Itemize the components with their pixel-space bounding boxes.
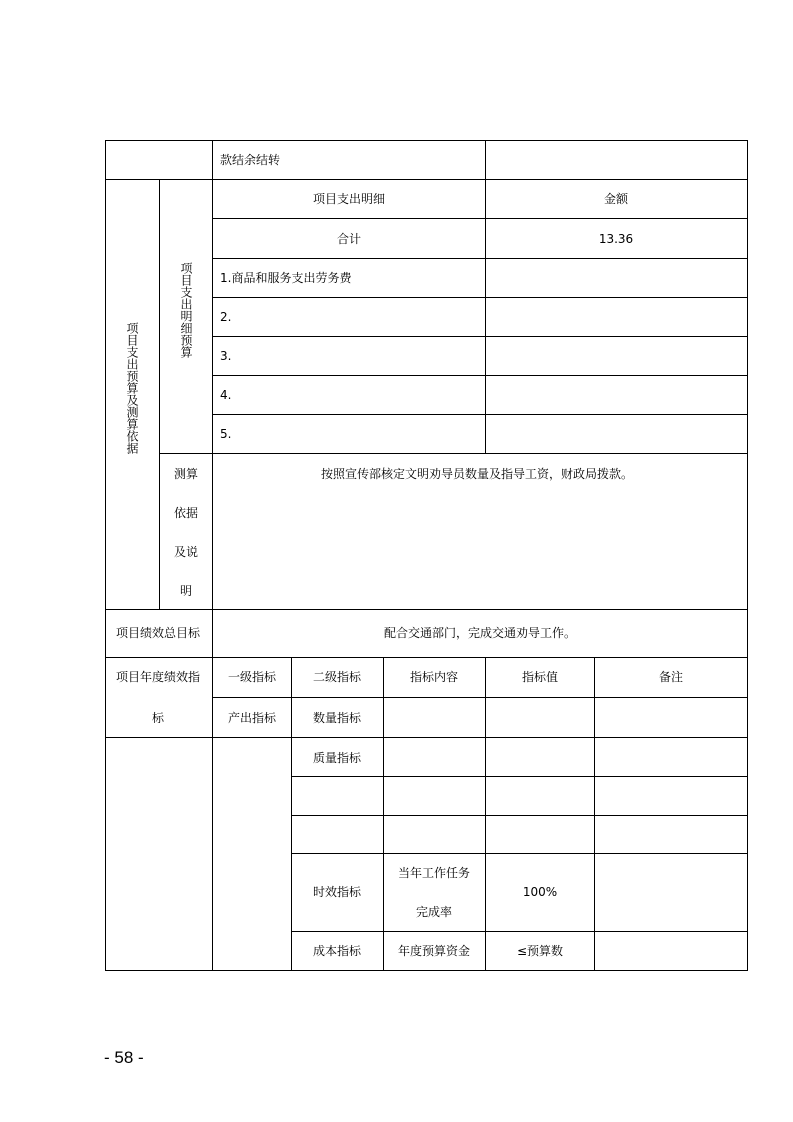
goal-text: 配合交通部门，完成交通劝导工作。 [383, 626, 577, 640]
goal-label: 项目绩效总目标 [115, 626, 201, 640]
cost-indicator: 成本指标 [312, 944, 362, 958]
amount-header: 金额 [603, 192, 629, 206]
col-line [212, 140, 213, 971]
col-line [485, 657, 486, 971]
carryover-text: 款结余结转 [220, 153, 281, 167]
calc-basis-label-4: 明 [179, 584, 193, 598]
list-item: 4. [220, 388, 232, 402]
col-line [291, 657, 292, 971]
row-line [159, 453, 748, 454]
row-line [291, 931, 748, 932]
output-indicator: 产出指标 [227, 711, 277, 725]
col-line [594, 657, 595, 971]
border-top [105, 140, 748, 141]
col-line [485, 140, 486, 453]
border-right [747, 140, 748, 971]
section-basis-label: 项目支出预算及测算依据 [125, 322, 139, 454]
row-line [105, 179, 748, 180]
row-line [212, 375, 748, 376]
row-line [212, 258, 748, 259]
page-number: - 58 - [104, 1048, 144, 1067]
timeliness-value: 100% [522, 885, 558, 899]
row-line [105, 657, 748, 658]
header-remark: 备注 [658, 670, 684, 684]
header-level2: 二级指标 [312, 670, 362, 684]
header-level1: 一级指标 [227, 670, 277, 684]
annual-label-2: 标 [151, 711, 165, 725]
col-line [159, 179, 160, 609]
border-left [105, 140, 106, 971]
row-line [105, 609, 748, 610]
list-item: 1.商品和服务支出劳务费 [220, 271, 352, 285]
quantity-indicator: 数量指标 [312, 711, 362, 725]
row-line [212, 697, 748, 698]
row-line [212, 297, 748, 298]
row-line [212, 218, 748, 219]
header-content: 指标内容 [409, 670, 459, 684]
row-line [291, 853, 748, 854]
calc-basis-label-3: 及说 [173, 545, 199, 559]
detail-header: 项目支出明细 [312, 192, 386, 206]
detail-budget-label: 项目支出明细预算 [179, 262, 193, 358]
header-value: 指标值 [521, 670, 559, 684]
row-line [212, 414, 748, 415]
quality-indicator: 质量指标 [312, 751, 362, 765]
cost-value: ≤预算数 [516, 944, 564, 958]
timeliness-indicator: 时效指标 [312, 885, 362, 899]
list-item: 2. [220, 310, 232, 324]
annual-label-1: 项目年度绩效指 [115, 670, 201, 684]
border-bottom [105, 970, 748, 971]
row-line [212, 336, 748, 337]
calc-basis-label-1: 测算 [173, 467, 199, 481]
timeliness-content-2: 完成率 [415, 905, 453, 919]
cost-content: 年度预算资金 [397, 944, 471, 958]
row-line [291, 815, 748, 816]
row-line [105, 737, 748, 738]
list-item: 5. [220, 427, 232, 441]
list-item: 3. [220, 349, 232, 363]
total-value: 13.36 [598, 232, 634, 246]
calc-basis-label-2: 依据 [173, 506, 199, 520]
calc-basis-text: 按照宣传部核定文明劝导员数量及指导工资，财政局拨款。 [320, 467, 634, 481]
total-label: 合计 [336, 232, 362, 246]
timeliness-content-1: 当年工作任务 [397, 866, 471, 880]
row-line [291, 776, 748, 777]
col-line [383, 657, 384, 971]
